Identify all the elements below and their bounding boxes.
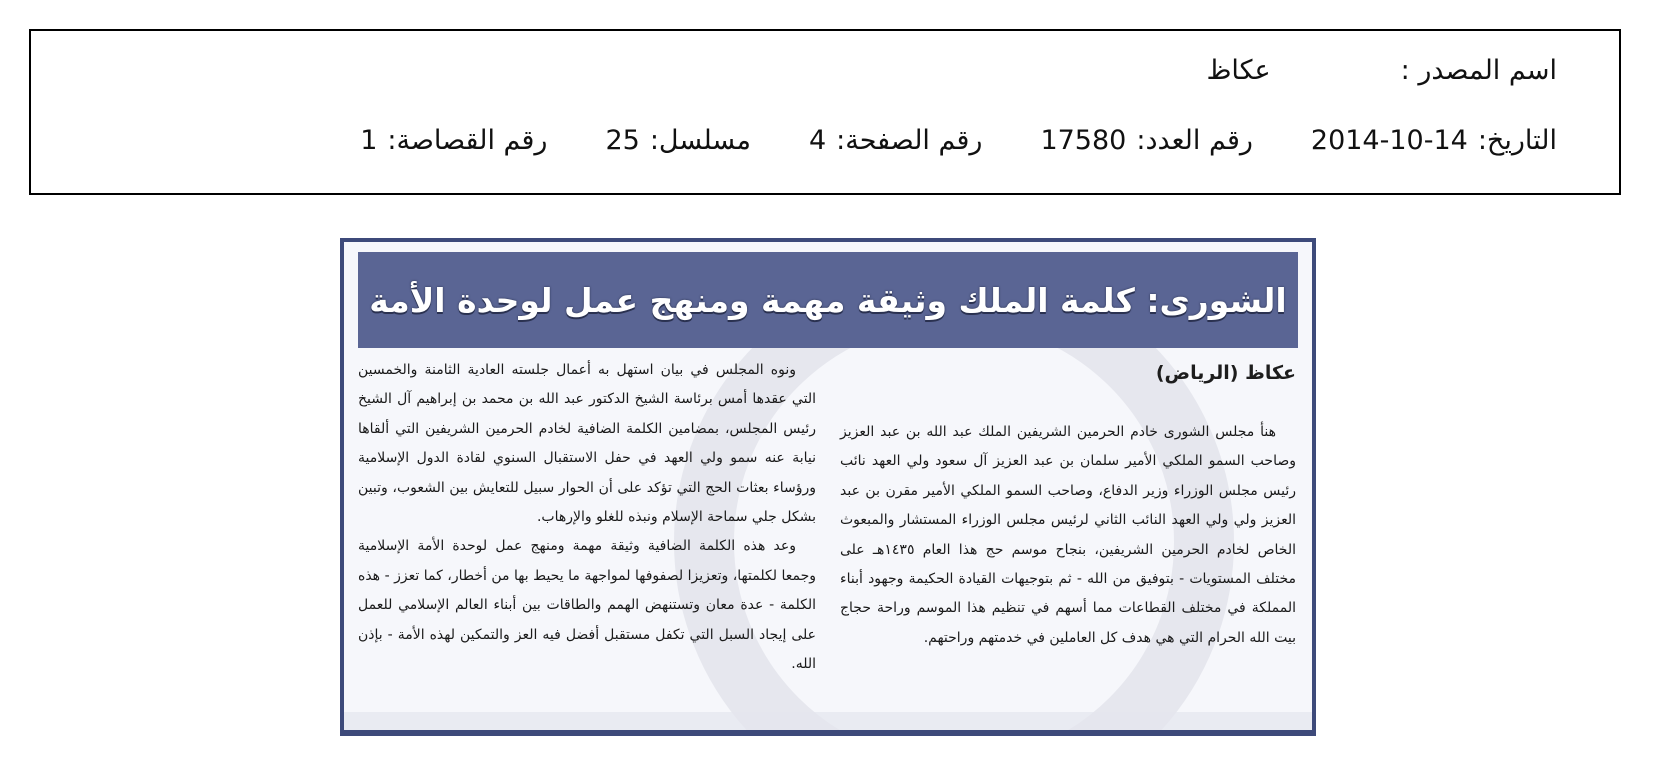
issue-label: رقم العدد: <box>1136 125 1253 156</box>
clipping-label: رقم القصاصة: <box>387 125 548 156</box>
source-label: اسم المصدر : <box>1400 55 1557 86</box>
article-column-left <box>358 356 816 679</box>
article-column-right <box>840 418 1296 653</box>
serial-label: مسلسل: <box>649 125 751 156</box>
page-label: رقم الصفحة: <box>836 125 983 156</box>
source-row <box>1206 55 1557 86</box>
paragraph: هنأ مجلس الشورى خادم الحرمين الشريفين الملك عبد الله بن عبد العزيز وصاحب السمو الملكي الأمير سلمان بن عبد العزيز آل سعود ولي العهد نائب رئيس مجلس الوزراء وزير الدفاع، وصاحب السمو الملكي الأمير مقرن بن عبد العزيز ولي ولي العهد النائب الثاني لرئيس مجلس الوزراء المستشار والمبعوث الخاص لخادم الحرمين الشريفين، بنجاح موسم حج هذا العام ١٤٣٥هـ على مختلف المستويات - بتوفيق من الله - ثم بتوجيهات القيادة الحكيمة وجهود أبناء المملكة في مختلف القطاعات مما أسهم في تنظيم هذا الموسم وراحة حجاج بيت الله الحرام التي هي هدف كل العاملين في خدمتهم وراحتهم. <box>840 424 1296 646</box>
date-field <box>1311 125 1557 156</box>
serial-value: 25 <box>605 125 640 156</box>
newspaper-clipping <box>340 238 1316 736</box>
source-value: عكاظ <box>1206 55 1271 86</box>
details-row <box>360 125 1557 156</box>
headline: الشورى: كلمة الملك وثيقة مهمة ومنهج عمل لوحدة الأمة <box>369 280 1287 320</box>
issue-value: 17580 <box>1040 125 1127 156</box>
date-value: 2014-10-14 <box>1310 125 1468 156</box>
clipping-field <box>360 125 547 156</box>
byline: عكاظ (الرياض) <box>1155 362 1296 384</box>
page-field <box>809 125 983 156</box>
serial-field <box>605 125 750 156</box>
headline-bar <box>358 252 1298 348</box>
paragraph: ونوه المجلس في بيان استهل به أعمال جلسته العادية الثامنة والخمسين التي عقدها أمس برئاسة الشيخ الدكتور عبد الله بن محمد بن إبراهيم آل الشيخ رئيس المجلس، بمضامين الكلمة الضافية لخادم الحرمين الشريفين التي ألقاها نيابة عنه سمو ولي العهد في حفل الاستقبال السنوي لقادة الدول الإسلامية ورؤساء بعثات الحج التي تؤكد على أن الحوار سبيل للتعايش بين الشعوب، وتبين بشكل جلي سماحة الإسلام ونبذه للغلو والإرهاب. <box>358 362 816 526</box>
date-label: التاريخ: <box>1477 125 1557 156</box>
clipping-value: 1 <box>360 125 378 156</box>
paragraph: وعد هذه الكلمة الضافية وثيقة مهمة ومنهج عمل لوحدة الأمة الإسلامية وجمعا لكلمتها، وتعزيزا لصفوفها لمواجهة ما يحيط بها من أخطار، كما تعزز - هذه الكلمة - عدة معان وتستنهض الهمم والطاقات بين أبناء العالم الإسلامي للعمل على إيجاد السبل التي تكفل مستقبل أفضل فيه العز والتمكين لهذه الأمة - بإذن الله. <box>358 538 816 673</box>
metadata-box <box>29 29 1621 195</box>
issue-field <box>1040 125 1252 156</box>
page-value: 4 <box>808 125 827 156</box>
